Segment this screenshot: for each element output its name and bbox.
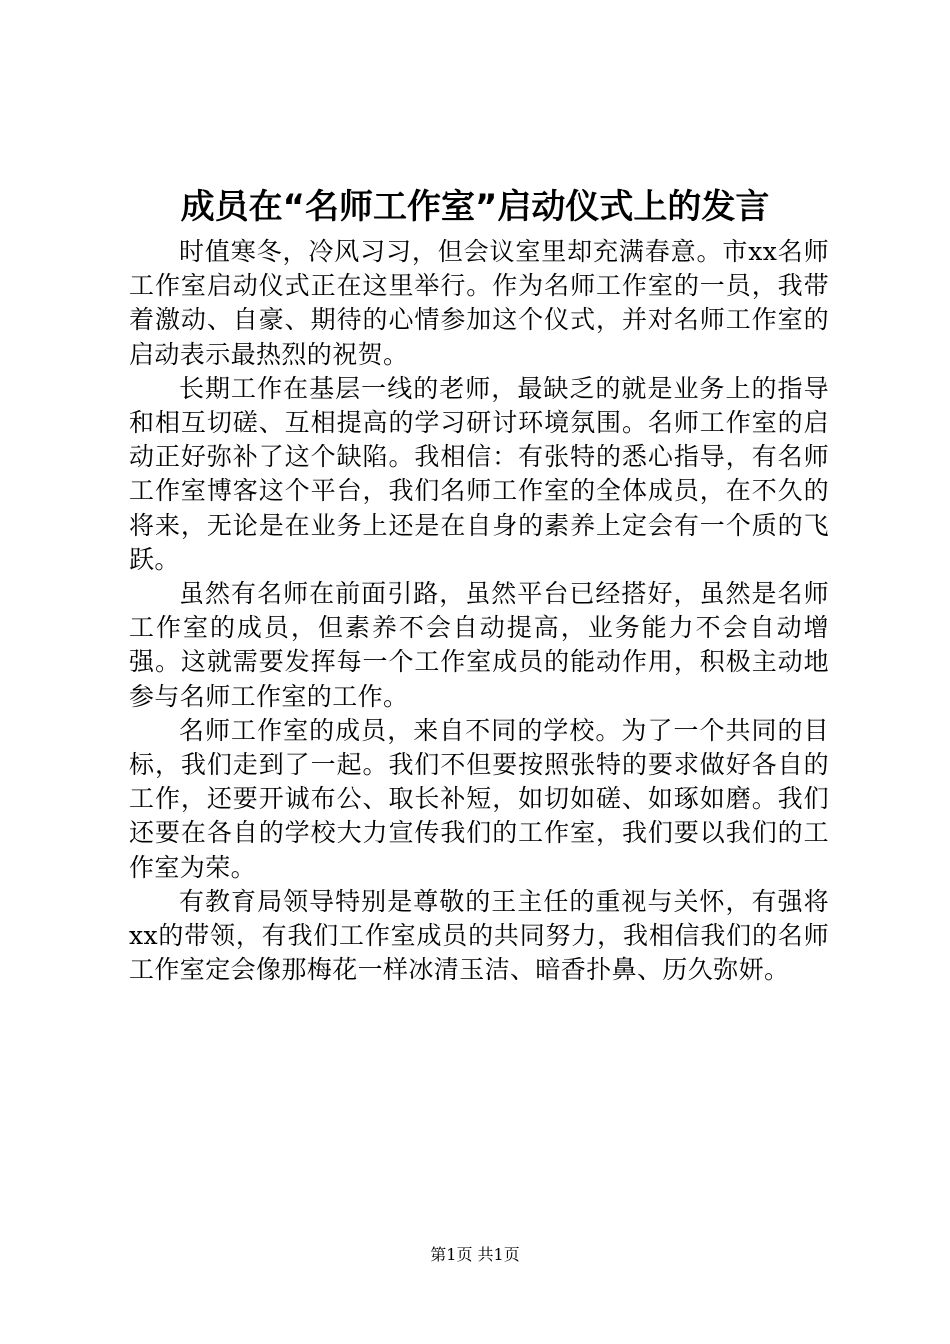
document-title: 成员在“名师工作室”启动仪式上的发言: [180, 187, 770, 227]
paragraph-2: 长期工作在基层一线的老师，最缺乏的就是业务上的指导和相互切磋、互相提高的学习研讨环境氛围。名师工作室的启动正好弥补了这个缺陷。我相信：有张特的悉心指导，有名师工作室博客这个平台，我们名师工作室的全体成员，在不久的将来，无论是在业务上还是在自身的素养上定会有一个质的飞跃。: [129, 373, 829, 574]
page-number-footer: 第1页 共1页: [430, 1245, 520, 1264]
paragraph-4: 名师工作室的成员，来自不同的学校。为了一个共同的目标，我们走到了一起。我们不但要按照张特的要求做好各自的工作，还要开诚布公、取长补短，如切如磋、如琢如磨。我们还要在各自的学校大力宣传我们的工作室，我们要以我们的工作室为荣。: [129, 715, 829, 882]
paragraph-5: 有教育局领导特别是尊敬的王主任的重视与关怀，有强将xx的带领，有我们工作室成员的共同努力，我相信我们的名师工作室定会像那梅花一样冰清玉洁、暗香扑鼻、历久弥妍。: [129, 886, 829, 985]
document-body: [129, 235, 829, 987]
paragraph-1: 时值寒冬，冷风习习，但会议室里却充满春意。市xx名师工作室启动仪式正在这里举行。作为名师工作室的一员，我带着激动、自豪、期待的心情参加这个仪式，并对名师工作室的启动表示最热烈的祝贺。: [129, 237, 829, 369]
paragraph-3: 虽然有名师在前面引路，虽然平台已经搭好，虽然是名师工作室的成员，但素养不会自动提高，业务能力不会自动增强。这就需要发挥每一个工作室成员的能动作用，积极主动地参与名师工作室的工作。: [129, 579, 829, 711]
